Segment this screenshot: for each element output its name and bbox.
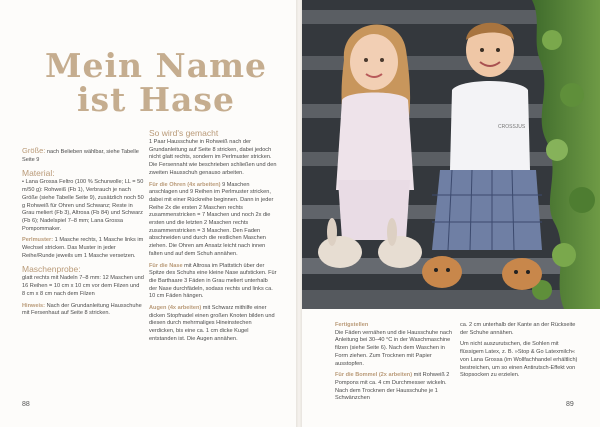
gauge-text: glatt rechts mit Nadeln 7–8 mm: 12 Maschen und 16 Reihen = 10 cm x 10 cm vor dem Filzen und 8 cm x 8 cm nach dem Filzen: [22, 275, 144, 297]
page-number-right: 89: [566, 401, 574, 408]
instructions-step-1: 1 Paar Hausschuhe in Rohweiß nach der Grundanleitung auf Seite 8 stricken, dabei jedoch nicht glatt rechts, sondern im Perlmuster stricken. Die Fersennaht wie beschrieben schließen und den zweiten Hausschuh genauso arbeiten.: [149, 139, 277, 176]
finishing-column-continued: [460, 322, 580, 384]
eyes-text: mit Schwarz mithilfe einer dicken Stopfnadel einen großen Knoten bilden und diesen durch mehrmaliges Hineinstechen verdicken, bis eine ca. 1 cm dicke Kugel entstanden ist. Die Augen annähen.: [149, 305, 275, 342]
finishing-column: [335, 322, 453, 407]
eyes-paragraph: [149, 305, 277, 344]
ears-label: Für die Ohren (4x arbeiten): [149, 181, 221, 188]
title-line-2: ist Hase: [77, 80, 235, 120]
note-paragraph: [22, 303, 144, 318]
pompom-text: mit Rohweiß 2 Pompons mit ca. 4 cm Durchmesser wickeln. Nach dem Trocknen der Hausschuhe je 1 Schwänzchen: [335, 372, 450, 402]
size-label: Größe:: [22, 146, 46, 155]
attach-text: ca. 2 cm unterhalb der Kante an der Rückseite der Schuhe annähen.: [460, 322, 576, 336]
size-paragraph: [22, 146, 144, 164]
gauge-heading: Maschenprobe:: [22, 264, 81, 275]
nose-text: mit Altrosa im Plattstich über der Spitze des Schuhs eine kleine Nase aufsticken. Für die Barthaare 3 Fäden in Grau meliert unterhalb der Nase durchfädeln, sodass rechts und links ca. 10 cm Fäden hängen.: [149, 262, 277, 300]
size-text: nach Belieben wählbar, siehe Tabelle Seite 9: [22, 149, 139, 163]
children-photo: [302, 0, 600, 309]
ears-text: 9 Maschen anschlagen und 9 Reihen im Perlmuster stricken, dabei mit einer Rückreihe beginnen. Dann in jeder Reihe 2x die ersten 2 Maschen rechts zusammenstricken = 7 Maschen und noch 2x die ersten und die letzten 2 Maschen rechts zusammenstricken = 3 Maschen. Den Faden abschneiden und durch die restlichen Maschen ziehen. Die Ohren am Ansatz leicht nach innen falten und auf dem Schuh annähen.: [149, 181, 274, 257]
pattern-text: 1 Masche rechts, 1 Masche links im Wechsel stricken. Das Muster in jeder Reihe/Runde jeweils um 1 Masche versetzen.: [22, 237, 144, 259]
instructions-column: [149, 128, 277, 348]
material-heading: Material:: [22, 168, 55, 179]
materials-column: [22, 146, 144, 322]
ears-paragraph: [149, 182, 277, 259]
left-page: [0, 0, 296, 427]
finishing-text: Die Fäden vernähen und die Hausschuhe nach Anleitung bei 30–40 °C in der Waschmaschine filzen (siehe Seite 6). Nach dem Waschen in Form ziehen. Zum Trocknen mit Papier ausstopfen.: [335, 329, 452, 367]
note-label: Hinweis:: [22, 302, 46, 309]
page-title: [36, 46, 276, 120]
nose-paragraph: [149, 263, 277, 302]
title-line-1: Mein Name: [44, 46, 267, 86]
finishing-heading: Fertigstellen: [335, 322, 369, 328]
eyes-label: Augen (4x arbeiten): [149, 305, 202, 312]
instructions-heading: So wird's gemacht: [149, 128, 219, 138]
pompom-label: Für die Bommel (2x arbeiten): [335, 372, 413, 379]
photo-illustration: [302, 0, 600, 309]
note-text: Nach der Grundanleitung Hausschuhe mit Fersenhaut auf Seite 8 stricken.: [22, 302, 142, 317]
page-number-left: 88: [22, 401, 30, 408]
pompom-paragraph: [335, 372, 453, 403]
pattern-paragraph: [22, 237, 144, 260]
pattern-label: Perlmuster:: [22, 237, 54, 244]
material-text: • Lana Grossa Feltro (100 % Schurwolle; LL = 50 m/50 g): Rohweiß (Fb 1), Verbrauch je nach Größe (siehe Tabelle Seite 9), zusätzlich noch 50 g Rohweiß für Ohren und Schwanz; Reste in Grau meliert (Fb 3), Altrosa (Fb 84) und Schwarz (Fb 6); Nadelspiel 7–8 mm; Lana Grossa Pompommaker.: [22, 179, 144, 232]
nose-label: Für die Nase: [149, 262, 183, 269]
latex-text: Um nicht auszurutschen, die Sohlen mit flüssigem Latex, z. B. »Stop & Go Latexmilch« von Lana Grossa (im Wollfachhandel erhältlich) bestreichen, um so einen Antirutsch-Effekt von Stopsocken zu erzielen.: [460, 341, 578, 379]
shirt-logo: CROSSJUS: [498, 124, 526, 130]
